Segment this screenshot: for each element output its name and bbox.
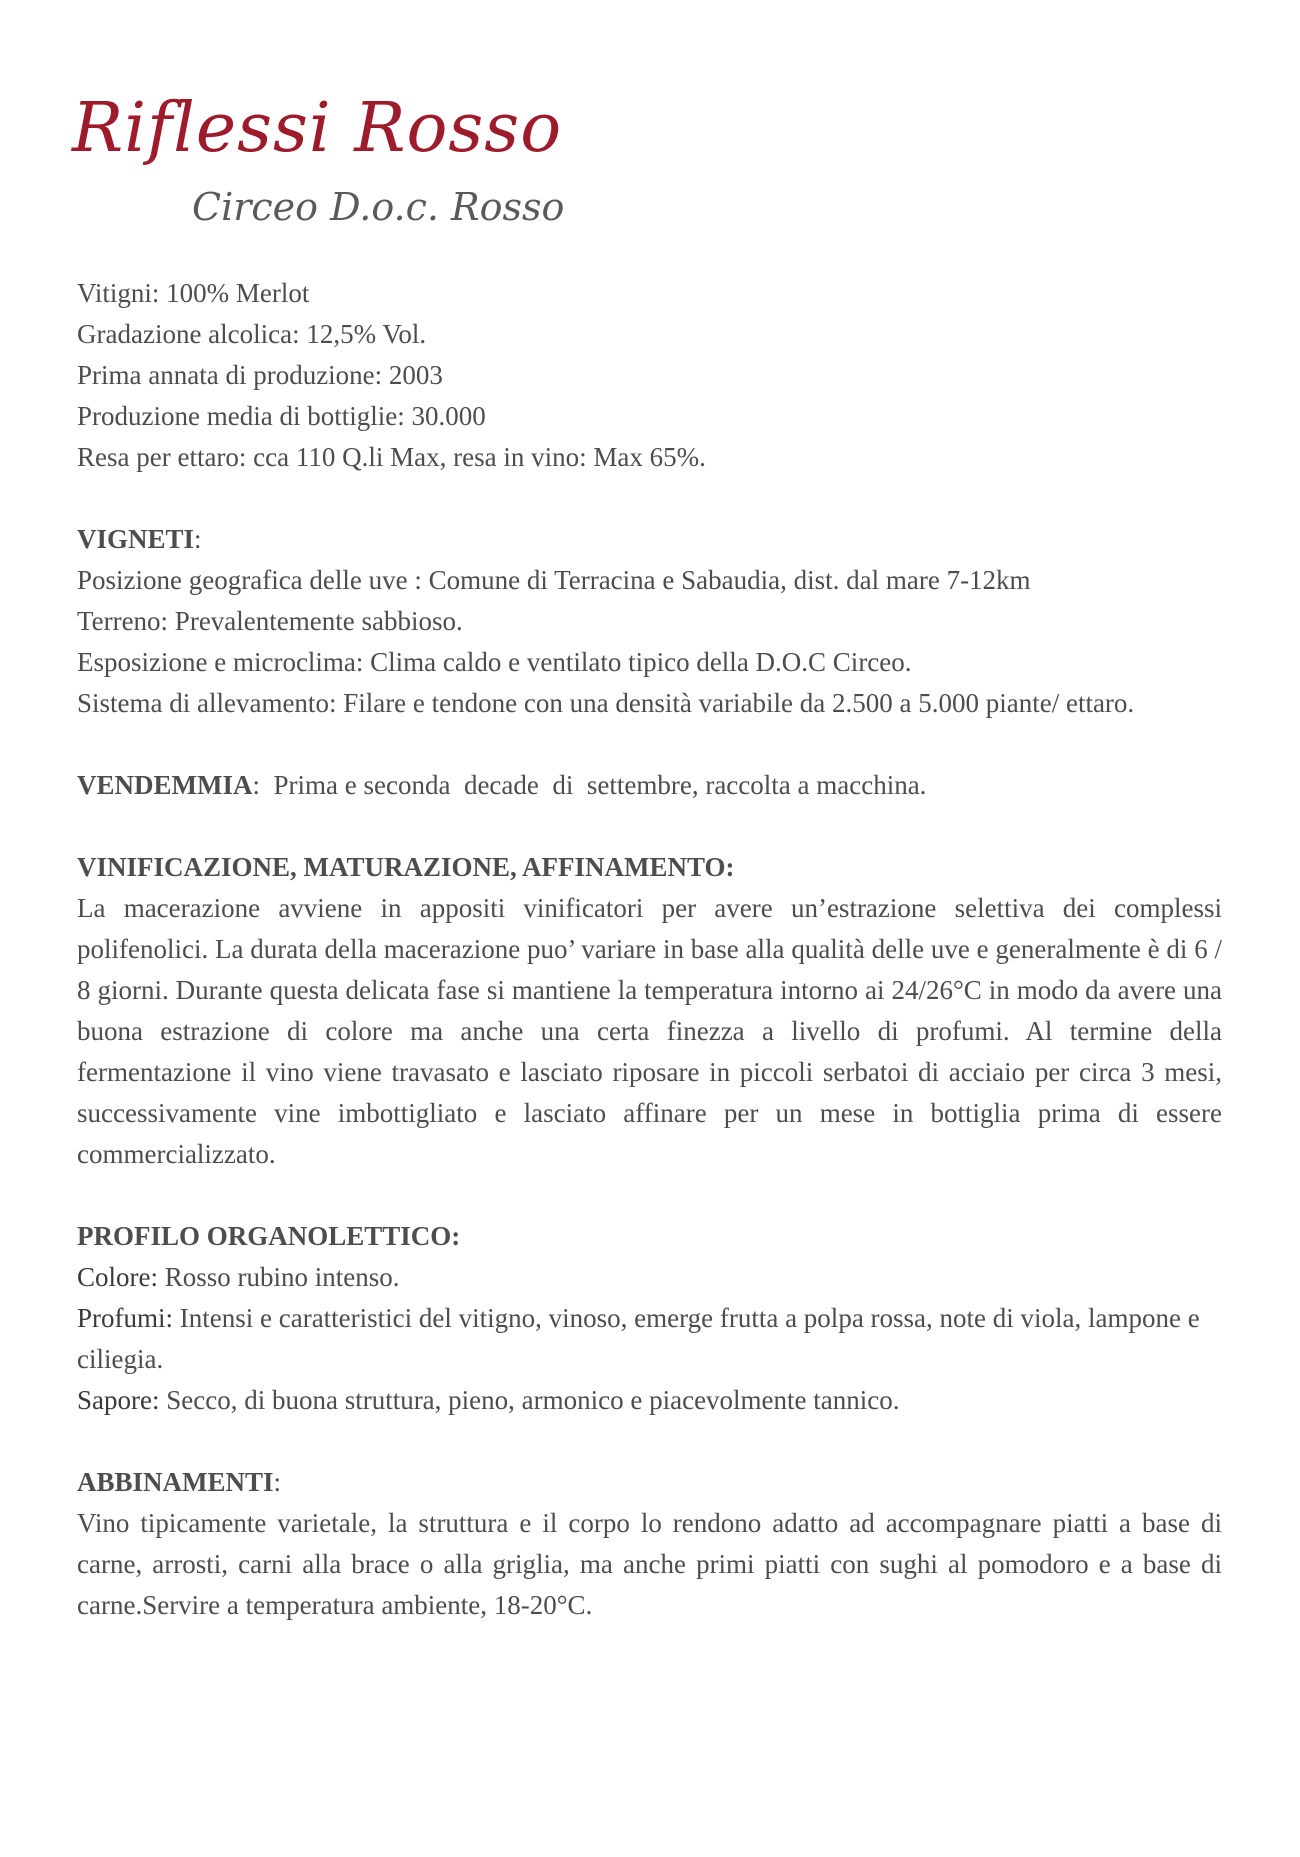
vigneti-terreno: Terreno: Prevalentemente sabbioso. <box>77 606 463 636</box>
abbinamenti-section <box>77 1462 1222 1626</box>
sapore-text: Secco, di buona struttura, pieno, armonico e piacevolmente tannico. <box>159 1385 900 1415</box>
general-info <box>77 273 1222 478</box>
vinificazione-heading: VINIFICAZIONE, MATURAZIONE, AFFINAMENTO: <box>77 852 735 882</box>
abbinamenti-colon: : <box>273 1467 282 1497</box>
vinificazione-section <box>77 847 1222 1175</box>
profilo-profumi <box>77 1298 1222 1380</box>
prima-annata-line: Prima annata di produzione: 2003 <box>77 360 443 390</box>
colore-text: Rosso rubino intenso. <box>158 1262 400 1292</box>
vigneti-heading: VIGNETI <box>77 524 195 554</box>
abbinamenti-text: Vino tipicamente varietale, la struttura e il corpo lo rendono adatto ad accompagnare piatti a base di carne, arrosti, carni alla brace o alla griglia, ma anche primi piatti con sughi al pomodoro e a base di carne.Servire a temperatura ambiente, 18-20°C. <box>77 1508 1222 1620</box>
document-body <box>77 273 1222 1667</box>
resa-line: Resa per ettaro: cca 110 Q.li Max, resa in vino: Max 65%. <box>77 442 706 472</box>
vigneti-posizione: Posizione geografica delle uve : Comune di Terracina e Sabaudia, dist. dal mare 7-12km <box>77 565 1031 595</box>
brand-logo <box>72 89 572 245</box>
profilo-sapore <box>77 1380 1222 1421</box>
logo-subtitle: Circeo D.o.c. Rosso <box>192 185 565 229</box>
colore-label: Colore: <box>77 1262 158 1292</box>
gradazione-line: Gradazione alcolica: 12,5% Vol. <box>77 319 427 349</box>
vitigni-line: Vitigni: 100% Merlot <box>77 278 310 308</box>
vigneti-section <box>77 519 1222 724</box>
vigneti-colon: : <box>194 524 202 554</box>
vendemmia-text: : Prima e seconda decade di settembre, raccolta a macchina. <box>252 770 927 800</box>
profumi-text: Intensi e caratteristici del vitigno, vinoso, emerge frutta a polpa rossa, note di viola, lampone e ciliegia. <box>77 1303 1200 1374</box>
logo-title: Riflessi Rosso <box>72 89 563 168</box>
vendemmia-line <box>77 765 1222 806</box>
profilo-section <box>77 1216 1222 1421</box>
abbinamenti-heading-line <box>77 1462 1222 1503</box>
vendemmia-section <box>77 765 1222 806</box>
abbinamenti-heading: ABBINAMENTI <box>77 1467 274 1497</box>
profilo-colore <box>77 1257 1222 1298</box>
vigneti-esposizione: Esposizione e microclima: Clima caldo e ventilato tipico della D.O.C Circeo. <box>77 647 912 677</box>
vigneti-heading-line <box>77 519 1222 560</box>
produzione-line: Produzione media di bottiglie: 30.000 <box>77 401 486 431</box>
vinificazione-text: La macerazione avviene in appositi vinificatori per avere un’estrazione selettiva dei complessi polifenolici. La durata della macerazione puo’ variare in base alla qualità delle uve e generalmente è di 6 / 8 giorni. Durante questa delicata fase si mantiene la temperatura intorno ai 24/26°C in modo da avere una buona estrazione di colore ma anche una certa finezza a livello di profumi. Al termine della fermentazione il vino viene travasato e lasciato riposare in piccoli serbatoi di acciaio per circa 3 mesi, successivamente vine imbottigliato e lasciato affinare per un mese in bottiglia prima di essere commercializzato. <box>77 893 1222 1169</box>
vendemmia-heading: VENDEMMIA <box>77 770 253 800</box>
profilo-heading: PROFILO ORGANOLETTICO: <box>77 1221 461 1251</box>
sapore-label: Sapore: <box>77 1385 160 1415</box>
profumi-label: Profumi: <box>77 1303 174 1333</box>
vigneti-sistema: Sistema di allevamento: Filare e tendone con una densità variabile da 2.500 a 5.000 piante/ ettaro. <box>77 688 1135 718</box>
